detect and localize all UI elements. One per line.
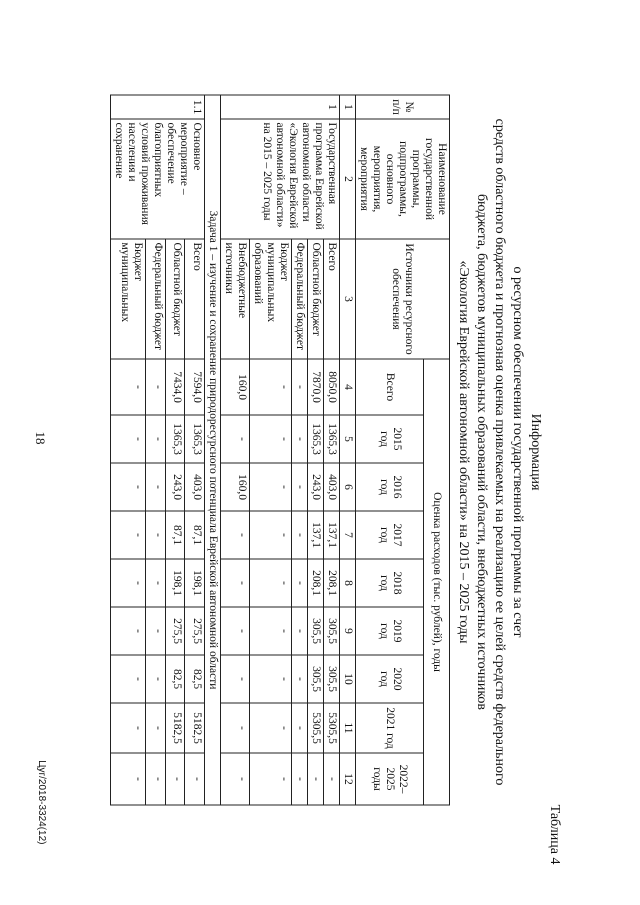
value-cell: 137,1 bbox=[308, 511, 324, 559]
value-cell: - bbox=[250, 753, 292, 805]
value-cell: - bbox=[146, 415, 166, 463]
source-cell: Бюджет муниципальных bbox=[111, 239, 146, 359]
header-2015: 2015 год bbox=[356, 415, 424, 463]
value-cell: - bbox=[292, 703, 308, 753]
value-cell: 305,5 bbox=[308, 655, 324, 703]
value-cell: - bbox=[250, 463, 292, 511]
value-cell: - bbox=[111, 559, 146, 607]
source-cell: Федеральный бюджет bbox=[146, 239, 166, 359]
value-cell: 305,5 bbox=[324, 655, 340, 703]
col-number: 1 bbox=[340, 95, 356, 119]
value-cell: - bbox=[111, 415, 146, 463]
value-cell: - bbox=[250, 415, 292, 463]
header-2019: 2019 год bbox=[356, 607, 424, 655]
value-cell: - bbox=[165, 753, 185, 805]
value-cell: - bbox=[221, 559, 250, 607]
source-cell: Федеральный бюджет bbox=[292, 239, 308, 359]
col-number: 12 bbox=[340, 753, 356, 805]
source-cell: Бюджет муниципальных образований bbox=[250, 239, 292, 359]
col-number: 9 bbox=[340, 607, 356, 655]
value-cell: 403,0 bbox=[324, 463, 340, 511]
heading-line-1: Информация bbox=[528, 413, 543, 491]
value-cell: 5182,5 bbox=[165, 703, 185, 753]
value-cell: 160,0 bbox=[221, 359, 250, 415]
value-cell: - bbox=[146, 463, 166, 511]
header-2017: 2017 год bbox=[356, 511, 424, 559]
task-row bbox=[205, 95, 221, 805]
document-code: Цуг/2018-3324(12) bbox=[36, 760, 47, 845]
value-cell: - bbox=[221, 655, 250, 703]
value-cell: - bbox=[292, 415, 308, 463]
heading bbox=[454, 90, 544, 815]
value-cell: - bbox=[221, 415, 250, 463]
header-2018: 2018 год bbox=[356, 559, 424, 607]
header-source: Источники ресурсного обеспечения bbox=[356, 239, 450, 359]
value-cell: 1365,3 bbox=[185, 415, 205, 463]
value-cell: - bbox=[292, 559, 308, 607]
col-number: 7 bbox=[340, 511, 356, 559]
table-caption: Таблица 4 bbox=[547, 804, 562, 865]
value-cell: 1365,3 bbox=[165, 415, 185, 463]
value-cell: 275,5 bbox=[165, 607, 185, 655]
heading-line-2: о ресурсном обеспечении государственной программы за счет bbox=[510, 266, 525, 638]
value-cell: - bbox=[146, 655, 166, 703]
value-cell: 7594,0 bbox=[185, 359, 205, 415]
value-cell: - bbox=[250, 559, 292, 607]
value-cell: - bbox=[221, 607, 250, 655]
value-cell: - bbox=[324, 753, 340, 805]
value-cell: 82,5 bbox=[185, 655, 205, 703]
value-cell: 87,1 bbox=[165, 511, 185, 559]
resource-table bbox=[110, 95, 450, 806]
value-cell: - bbox=[221, 753, 250, 805]
value-cell: - bbox=[221, 511, 250, 559]
value-cell: 7434,0 bbox=[165, 359, 185, 415]
program-name: Государственная программа Еврейской автономной области «Экология Еврейской автономной области» на 2015 – 2025 годы bbox=[221, 119, 340, 239]
value-cell: 208,1 bbox=[324, 559, 340, 607]
value-cell: - bbox=[111, 655, 146, 703]
value-cell: - bbox=[111, 703, 146, 753]
value-cell: 275,5 bbox=[185, 607, 205, 655]
col-number: 5 bbox=[340, 415, 356, 463]
value-cell: - bbox=[250, 359, 292, 415]
header-2020: 2020 год bbox=[356, 655, 424, 703]
value-cell: - bbox=[146, 559, 166, 607]
program-num: 1 bbox=[221, 95, 340, 119]
header-num: № п/п bbox=[356, 95, 450, 119]
value-cell: - bbox=[221, 703, 250, 753]
value-cell: - bbox=[292, 655, 308, 703]
header-2016: 2016 год bbox=[356, 463, 424, 511]
value-cell: 305,5 bbox=[308, 607, 324, 655]
page-number: 18 bbox=[33, 431, 48, 445]
value-cell: 198,1 bbox=[185, 559, 205, 607]
value-cell: - bbox=[250, 511, 292, 559]
activity-num: 1.1 bbox=[111, 95, 205, 119]
value-cell: - bbox=[250, 703, 292, 753]
value-cell: 403,0 bbox=[185, 463, 205, 511]
value-cell: - bbox=[111, 753, 146, 805]
value-cell: - bbox=[250, 607, 292, 655]
value-cell: - bbox=[292, 607, 308, 655]
heading-line-4: бюджета, бюджетов муниципальных образований области, внебюджетных источников bbox=[474, 193, 489, 711]
header-2022-2025: 2022–2025 годы bbox=[356, 753, 424, 805]
value-cell: - bbox=[146, 607, 166, 655]
value-cell: 208,1 bbox=[308, 559, 324, 607]
value-cell: - bbox=[292, 359, 308, 415]
value-cell: 8050,0 bbox=[324, 359, 340, 415]
value-cell: 198,1 bbox=[165, 559, 185, 607]
value-cell: - bbox=[146, 753, 166, 805]
value-cell: - bbox=[146, 359, 166, 415]
value-cell: - bbox=[292, 511, 308, 559]
value-cell: - bbox=[111, 607, 146, 655]
source-cell: Всего bbox=[185, 239, 205, 359]
value-cell: 7870,0 bbox=[308, 359, 324, 415]
task-1-title: Задача 1 – изучение и сохранение природоресурсного потенциала Еврейской автономной области bbox=[205, 95, 221, 805]
value-cell: 243,0 bbox=[308, 463, 324, 511]
value-cell: - bbox=[146, 511, 166, 559]
value-cell: - bbox=[111, 511, 146, 559]
value-cell: - bbox=[146, 703, 166, 753]
value-cell: 5305,5 bbox=[324, 703, 340, 753]
heading-line-5: «Экология Еврейской автономной области» на 2015 – 2025 годы bbox=[456, 260, 471, 644]
header-row-1 bbox=[424, 95, 450, 805]
column-number-row bbox=[340, 95, 356, 805]
value-cell: 1365,3 bbox=[324, 415, 340, 463]
value-cell: 5305,5 bbox=[308, 703, 324, 753]
value-cell: 305,5 bbox=[324, 607, 340, 655]
source-cell: Областной бюджет bbox=[165, 239, 185, 359]
value-cell: 243,0 bbox=[165, 463, 185, 511]
value-cell: - bbox=[308, 753, 324, 805]
source-cell: Внебюджетные источники bbox=[221, 239, 250, 359]
value-cell: - bbox=[111, 463, 146, 511]
header-name: Наименование государственной программы, подпрограммы, основного мероприятия, мероприятия bbox=[356, 119, 450, 239]
activity-name: Основное мероприятие – обеспечение благоприятных условий проживания населения и сохранение bbox=[111, 119, 205, 239]
value-cell: 1365,3 bbox=[308, 415, 324, 463]
heading-line-3: средств областного бюджета и прогнозная оценка привлекаемых на реализацию ее целей средств федерального bbox=[492, 118, 507, 786]
value-cell: - bbox=[292, 463, 308, 511]
value-cell: 82,5 bbox=[165, 655, 185, 703]
value-cell: 5182,5 bbox=[185, 703, 205, 753]
value-cell: 137,1 bbox=[324, 511, 340, 559]
value-cell: - bbox=[185, 753, 205, 805]
header-2021: 2021 год bbox=[356, 703, 424, 753]
source-cell: Областной бюджет bbox=[308, 239, 324, 359]
col-number: 3 bbox=[340, 239, 356, 359]
col-number: 4 bbox=[340, 359, 356, 415]
col-number: 2 bbox=[340, 119, 356, 239]
col-number: 6 bbox=[340, 463, 356, 511]
col-number: 10 bbox=[340, 655, 356, 703]
col-number: 8 bbox=[340, 559, 356, 607]
header-total: Всего bbox=[356, 359, 424, 415]
table-row bbox=[324, 95, 340, 805]
value-cell: - bbox=[111, 359, 146, 415]
value-cell: - bbox=[250, 655, 292, 703]
col-number: 11 bbox=[340, 703, 356, 753]
value-cell: - bbox=[292, 753, 308, 805]
source-cell: Всего bbox=[324, 239, 340, 359]
table-row bbox=[185, 95, 205, 805]
value-cell: 87,1 bbox=[185, 511, 205, 559]
header-estimate: Оценка расходов (тыс. рублей), годы bbox=[424, 359, 450, 805]
value-cell: 160,0 bbox=[221, 463, 250, 511]
